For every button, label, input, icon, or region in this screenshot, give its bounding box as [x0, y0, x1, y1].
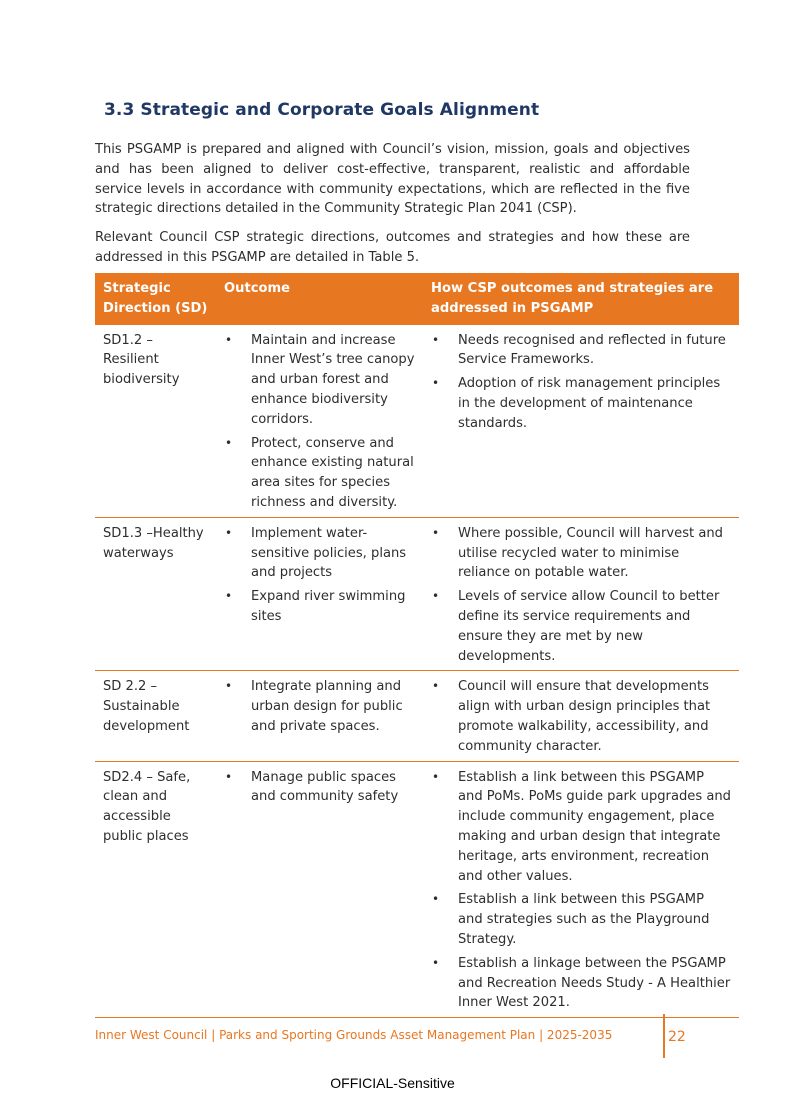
- list-item: [431, 587, 731, 666]
- list-item-text: Manage public spaces and community safety: [251, 769, 399, 805]
- outcome-list: [224, 524, 415, 627]
- outcome-cell: [216, 761, 423, 1018]
- csp-alignment-table: [95, 273, 739, 1018]
- list-item: [431, 331, 731, 371]
- list-item-text: Establish a link between this PSGAMP and strategies such as the Playground Strategy.: [458, 892, 710, 947]
- outcome-cell: [216, 517, 423, 671]
- list-item-text: Establish a link between this PSGAMP and PoMs. PoMs guide park upgrades and include community engagement, place making and urban design that integrate heritage, arts environment, recreation and other values.: [458, 769, 731, 884]
- bullet-icon: •: [225, 525, 233, 540]
- list-item: [431, 524, 731, 583]
- intro-paragraph: This PSGAMP is prepared and aligned with Council’s vision, mission, goals and objectives and has been aligned to deliver cost-effective, transparent, realistic and affordable service levels in accordance with community expectations, which are reflected in the five strategic directions detailed in the Community Strategic Plan 2041 (CSP).: [95, 142, 690, 217]
- bullet-icon: •: [225, 769, 233, 784]
- bullet-icon: •: [225, 332, 233, 347]
- list-item-text: Council will ensure that developments align with urban design principles that promote walkability, accessibility, and community character.: [458, 679, 711, 754]
- bullet-icon: •: [432, 679, 440, 694]
- list-item: [431, 954, 731, 1013]
- list-item: [224, 434, 415, 513]
- bullet-icon: •: [225, 679, 233, 694]
- outcome-list: [224, 768, 415, 808]
- addressed-cell: [423, 761, 739, 1018]
- list-item-text: Implement water-sensitive policies, plans and projects: [251, 525, 407, 581]
- outcome-cell: [216, 671, 423, 761]
- list-item: [224, 587, 415, 627]
- list-item: [224, 331, 415, 430]
- bullet-icon: •: [225, 435, 233, 450]
- bullet-icon: •: [432, 769, 440, 784]
- header-how-addressed: How CSP outcomes and strategies are addressed in PSGAMP: [423, 273, 739, 325]
- header-strategic-direction: Strategic Direction (SD): [95, 273, 216, 325]
- bullet-icon: •: [432, 525, 440, 540]
- outcome-list: [224, 331, 415, 513]
- addressed-list: [431, 768, 731, 1014]
- list-item-text: Establish a linkage between the PSGAMP and Recreation Needs Study - A Healthier Inner West 2021.: [458, 955, 731, 1011]
- list-item-text: Levels of service allow Council to better define its service requirements and ensure they are met by new developments.: [458, 589, 720, 664]
- table-row: [95, 761, 739, 1018]
- addressed-cell: [423, 325, 739, 518]
- bullet-icon: •: [432, 589, 440, 604]
- list-item-text: Where possible, Council will harvest and utilise recycled water to minimise reliance on potable water.: [458, 525, 723, 581]
- list-item: [431, 768, 731, 887]
- table-reference-paragraph: Relevant Council CSP strategic directions, outcomes and strategies and how these are addressed in this PSGAMP are detailed in Table 5.: [95, 230, 690, 265]
- table-row: [95, 325, 739, 518]
- table-header-row: [95, 273, 739, 325]
- list-item-text: Protect, conserve and enhance existing natural area sites for species richness and diversity.: [251, 435, 414, 510]
- table-row: [95, 671, 739, 761]
- list-item-text: Adoption of risk management principles in the development of maintenance standards.: [458, 376, 721, 431]
- bullet-icon: •: [432, 955, 440, 970]
- footer-title: Inner West Council | Parks and Sporting Grounds Asset Management Plan | 2025-2035: [95, 1028, 613, 1042]
- outcome-list: [224, 677, 415, 736]
- addressed-cell: [423, 671, 739, 761]
- list-item: [224, 677, 415, 736]
- list-item: [431, 890, 731, 949]
- bullet-icon: •: [432, 376, 440, 391]
- list-item-text: Expand river swimming sites: [251, 589, 406, 624]
- table-row: [95, 517, 739, 671]
- direction-cell: SD1.3 –Healthy waterways: [95, 517, 216, 671]
- list-item-text: Needs recognised and reflected in future Service Frameworks.: [458, 332, 726, 368]
- list-item-text: Maintain and increase Inner West’s tree canopy and urban forest and enhance biodiversity corridors.: [251, 332, 415, 427]
- bullet-icon: •: [225, 589, 233, 604]
- footer-divider: [663, 1014, 665, 1058]
- direction-cell: SD1.2 – Resilient biodiversity: [95, 325, 216, 518]
- list-item: [224, 768, 415, 808]
- classification-label: OFFICIAL-Sensitive: [330, 1075, 455, 1091]
- outcome-cell: [216, 325, 423, 518]
- list-item-text: Integrate planning and urban design for public and private spaces.: [251, 679, 403, 734]
- direction-cell: SD 2.2 – Sustainable development: [95, 671, 216, 761]
- addressed-list: [431, 677, 731, 756]
- section-heading: 3.3 Strategic and Corporate Goals Alignment: [104, 100, 540, 120]
- list-item: [431, 374, 731, 433]
- bullet-icon: •: [432, 892, 440, 907]
- bullet-icon: •: [432, 332, 440, 347]
- addressed-cell: [423, 517, 739, 671]
- direction-cell: SD2.4 – Safe, clean and accessible public places: [95, 761, 216, 1018]
- addressed-list: [431, 331, 731, 434]
- list-item: [224, 524, 415, 583]
- header-outcome: Outcome: [216, 273, 423, 325]
- list-item: [431, 677, 731, 756]
- page-number: 22: [668, 1029, 686, 1045]
- addressed-list: [431, 524, 731, 667]
